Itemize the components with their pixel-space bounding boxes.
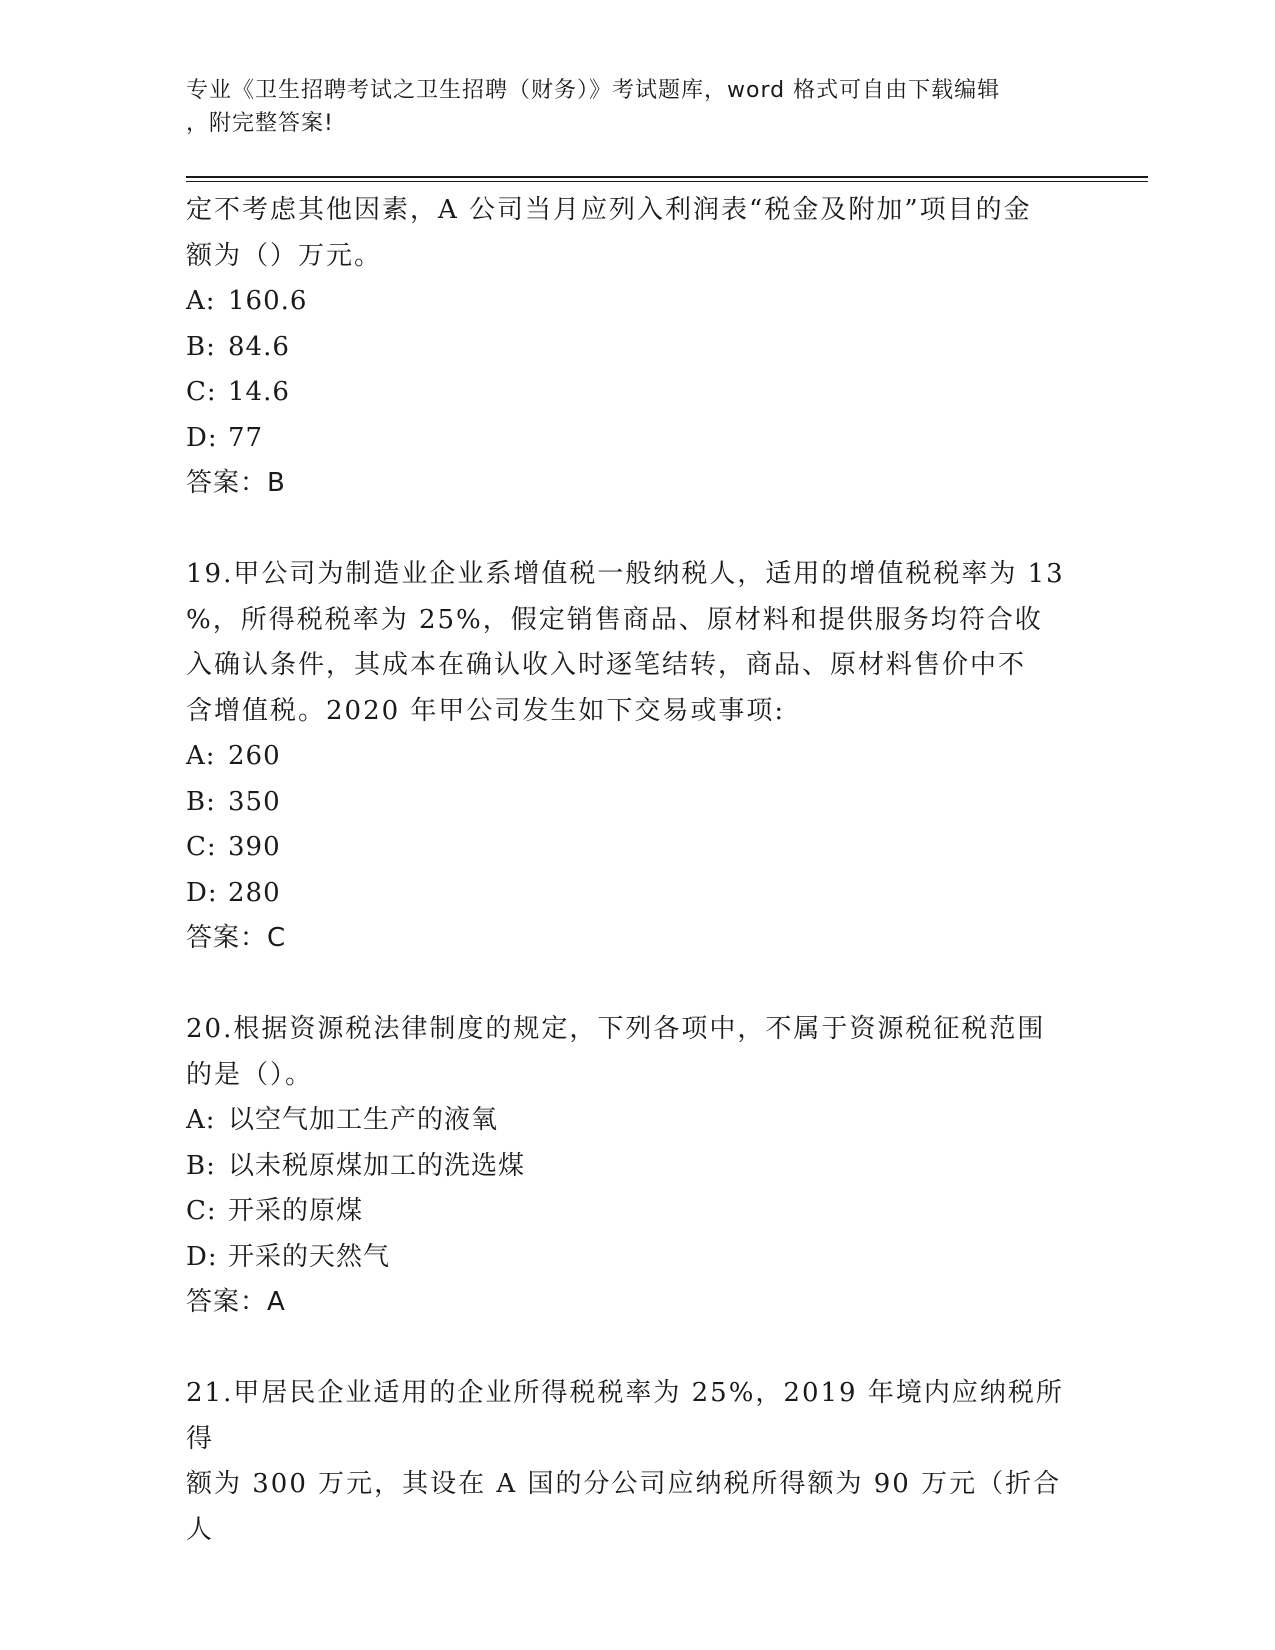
option-c	[186, 1189, 1086, 1235]
option-label: D:	[186, 877, 218, 908]
option-b	[186, 1144, 1086, 1190]
option-text: 160.6	[228, 286, 308, 316]
option-label: C:	[186, 377, 217, 407]
question-19	[186, 552, 1086, 962]
question-stem-line: 额为 300 万元，其设在 A 国的分公司应纳税所得额为 90 万元（折合人	[186, 1469, 1062, 1545]
header-title-line1: 专业《卫生招聘考试之卫生招聘（财务）》考试题库，word 格式可自由下载编辑	[186, 78, 1001, 103]
option-text: 以空气加工生产的液氧	[228, 1105, 499, 1135]
option-text: 以未税原煤加工的洗选煤	[228, 1150, 526, 1181]
question-stem-line: 的是（）。	[186, 1059, 314, 1090]
option-label: A:	[186, 1105, 216, 1135]
option-b	[186, 780, 1086, 826]
option-text: 260	[228, 741, 281, 771]
option-d	[186, 1235, 1086, 1281]
option-text: 77	[228, 422, 264, 453]
option-label: D:	[186, 422, 218, 453]
option-text: 350	[228, 786, 281, 817]
option-a	[186, 279, 1086, 325]
question-stem-line: 21.甲居民企业适用的企业所得税税率为 25%，2019 年境内应纳税所得	[186, 1378, 1064, 1454]
question-stem-line: 入确认条件，其成本在确认收入时逐笔结转，商品、原材料售价中不	[186, 650, 1027, 680]
spacer	[186, 962, 1086, 1008]
option-b	[186, 325, 1086, 371]
option-text: 280	[228, 877, 281, 908]
question-18	[186, 188, 1086, 507]
option-text: 开采的天然气	[228, 1241, 391, 1272]
option-text: 开采的原煤	[228, 1196, 364, 1226]
question-stem-line: 19.甲公司为制造业企业系增值税一般纳税人，适用的增值税税率为 13	[186, 559, 1065, 589]
answer-line: 答案：C	[186, 923, 287, 953]
option-label: B:	[186, 331, 216, 362]
option-label: C:	[186, 832, 217, 862]
option-label: B:	[186, 1150, 216, 1181]
spacer	[186, 1326, 1086, 1372]
answer-line: 答案：B	[186, 468, 286, 498]
option-c	[186, 370, 1086, 416]
header-divider-thin	[186, 181, 1148, 182]
option-label: C:	[186, 1196, 217, 1226]
option-text: 14.6	[228, 377, 290, 407]
option-d	[186, 416, 1086, 462]
option-a	[186, 1098, 1086, 1144]
page-header	[186, 74, 1066, 140]
header-divider	[186, 176, 1148, 178]
option-a	[186, 734, 1086, 780]
option-label: A:	[186, 286, 216, 316]
question-stem-line: 额为（）万元。	[186, 240, 383, 271]
question-stem-line: 20.根据资源税法律制度的规定，下列各项中，不属于资源税征税范围	[186, 1014, 1046, 1044]
option-label: D:	[186, 1241, 218, 1272]
question-content	[186, 188, 1086, 1553]
option-label: B:	[186, 786, 216, 817]
question-20	[186, 1007, 1086, 1326]
option-label: A:	[186, 741, 216, 771]
question-stem-line: %，所得税税率为 25%，假定销售商品、原材料和提供服务均符合收	[186, 604, 1043, 635]
question-stem-line: 定不考虑其他因素，A 公司当月应列入利润表“税金及附加”项目的金	[186, 195, 1032, 225]
answer-line: 答案：A	[186, 1287, 286, 1317]
header-title-line2: ，附完整答案!	[186, 111, 334, 136]
question-21	[186, 1371, 1086, 1553]
spacer	[186, 507, 1086, 553]
question-stem-line: 含增值税。2020 年甲公司发生如下交易或事项:	[186, 695, 786, 726]
option-text: 390	[228, 832, 281, 862]
option-c	[186, 825, 1086, 871]
option-text: 84.6	[228, 331, 290, 362]
option-d	[186, 871, 1086, 917]
